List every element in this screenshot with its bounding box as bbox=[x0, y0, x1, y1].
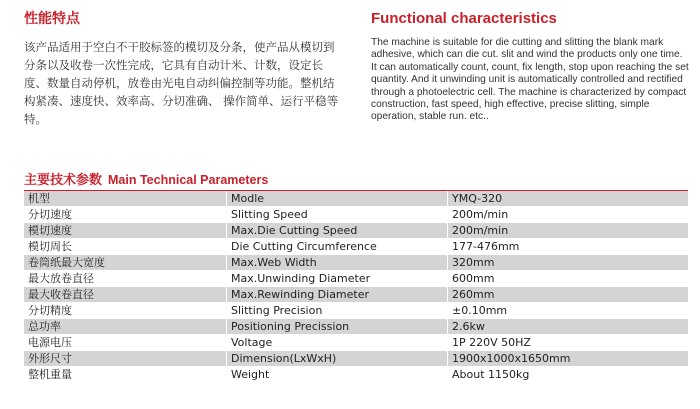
table-row bbox=[24, 303, 688, 319]
table-row bbox=[24, 255, 688, 271]
table-row bbox=[24, 191, 688, 207]
param-name-cn: 模切周长 bbox=[24, 239, 227, 255]
features-cn-text: 该产品适用于空白不干胶标签的模切及分条，使产品从模切到分条以及收卷一次性完成，它具有自动计米、计数，设定长度、数量自动停机，放卷由光电自动纠偏控制等功能。整机结构紧凑、速度快、效率高、分切准确、 操作简单、运行平稳等特。 bbox=[24, 40, 339, 126]
param-value: 177-476mm bbox=[448, 239, 689, 255]
table-row bbox=[24, 287, 688, 303]
table-row bbox=[24, 351, 688, 367]
param-name-cn: 外形尺寸 bbox=[24, 351, 227, 367]
param-value: 200m/min bbox=[448, 223, 689, 239]
features-en-title: Functional characteristics bbox=[371, 10, 557, 27]
table-row bbox=[24, 239, 688, 255]
param-name-en: Modle bbox=[227, 191, 448, 207]
table-row bbox=[24, 271, 688, 287]
param-value: 260mm bbox=[448, 287, 689, 303]
param-value: About 1150kg bbox=[448, 367, 689, 383]
param-name-cn: 分切精度 bbox=[24, 303, 227, 319]
features-cn-section bbox=[24, 10, 344, 128]
param-name-en: Die Cutting Circumference bbox=[227, 239, 448, 255]
param-name-cn: 机型 bbox=[24, 191, 227, 207]
param-value: 320mm bbox=[448, 255, 689, 271]
param-value: YMQ-320 bbox=[448, 191, 689, 207]
table-row bbox=[24, 207, 688, 223]
table-row bbox=[24, 335, 688, 351]
param-name-en: Max.Web Width bbox=[227, 255, 448, 271]
param-name-cn: 模切速度 bbox=[24, 223, 227, 239]
param-name-cn: 总功率 bbox=[24, 319, 227, 335]
param-name-cn: 卷筒纸最大宽度 bbox=[24, 255, 227, 271]
param-name-en: Weight bbox=[227, 367, 448, 383]
table-row bbox=[24, 319, 688, 335]
table-row bbox=[24, 223, 688, 239]
features-en-text: The machine is suitable for die cutting and slitting the blank mark adhesive, which can die cut. slit and wind the products only one time. It can automatically count, count, fix length, stop upon reaching the set quantity. And it unwinding unit is automatically controlled and rectified through a photoelectric cell. The machine is characterized by compact construction, fast speed, high effective, precise slitting, simple operation, stable run. etc.. bbox=[371, 37, 689, 123]
param-value: 1P 220V 50HZ bbox=[448, 335, 689, 351]
param-value: 1900x1000x1650mm bbox=[448, 351, 689, 367]
param-name-en: Slitting Precision bbox=[227, 303, 448, 319]
params-title-en: Main Technical Parameters bbox=[108, 173, 269, 187]
param-name-en: Dimension(LxWxH) bbox=[227, 351, 448, 367]
param-name-cn: 最大放卷直径 bbox=[24, 271, 227, 287]
param-name-en: Max.Die Cutting Speed bbox=[227, 223, 448, 239]
params-table bbox=[24, 191, 688, 383]
param-value: 200m/min bbox=[448, 207, 689, 223]
features-en-section bbox=[371, 10, 689, 124]
param-name-en: Max.Rewinding Diameter bbox=[227, 287, 448, 303]
param-name-en: Positioning Precission bbox=[227, 319, 448, 335]
params-title-cn: 主要技术参数 bbox=[24, 173, 103, 188]
param-name-cn: 整机重量 bbox=[24, 367, 227, 383]
params-heading bbox=[24, 171, 268, 189]
features-cn-title: 性能特点 bbox=[24, 11, 80, 27]
param-value: ±0.10mm bbox=[448, 303, 689, 319]
table-row bbox=[24, 367, 688, 383]
param-name-en: Voltage bbox=[227, 335, 448, 351]
param-name-en: Slitting Speed bbox=[227, 207, 448, 223]
param-name-cn: 电源电压 bbox=[24, 335, 227, 351]
param-name-en: Max.Unwinding Diameter bbox=[227, 271, 448, 287]
param-name-cn: 分切速度 bbox=[24, 207, 227, 223]
param-name-cn: 最大收卷直径 bbox=[24, 287, 227, 303]
param-value: 600mm bbox=[448, 271, 689, 287]
param-value: 2.6kw bbox=[448, 319, 689, 335]
